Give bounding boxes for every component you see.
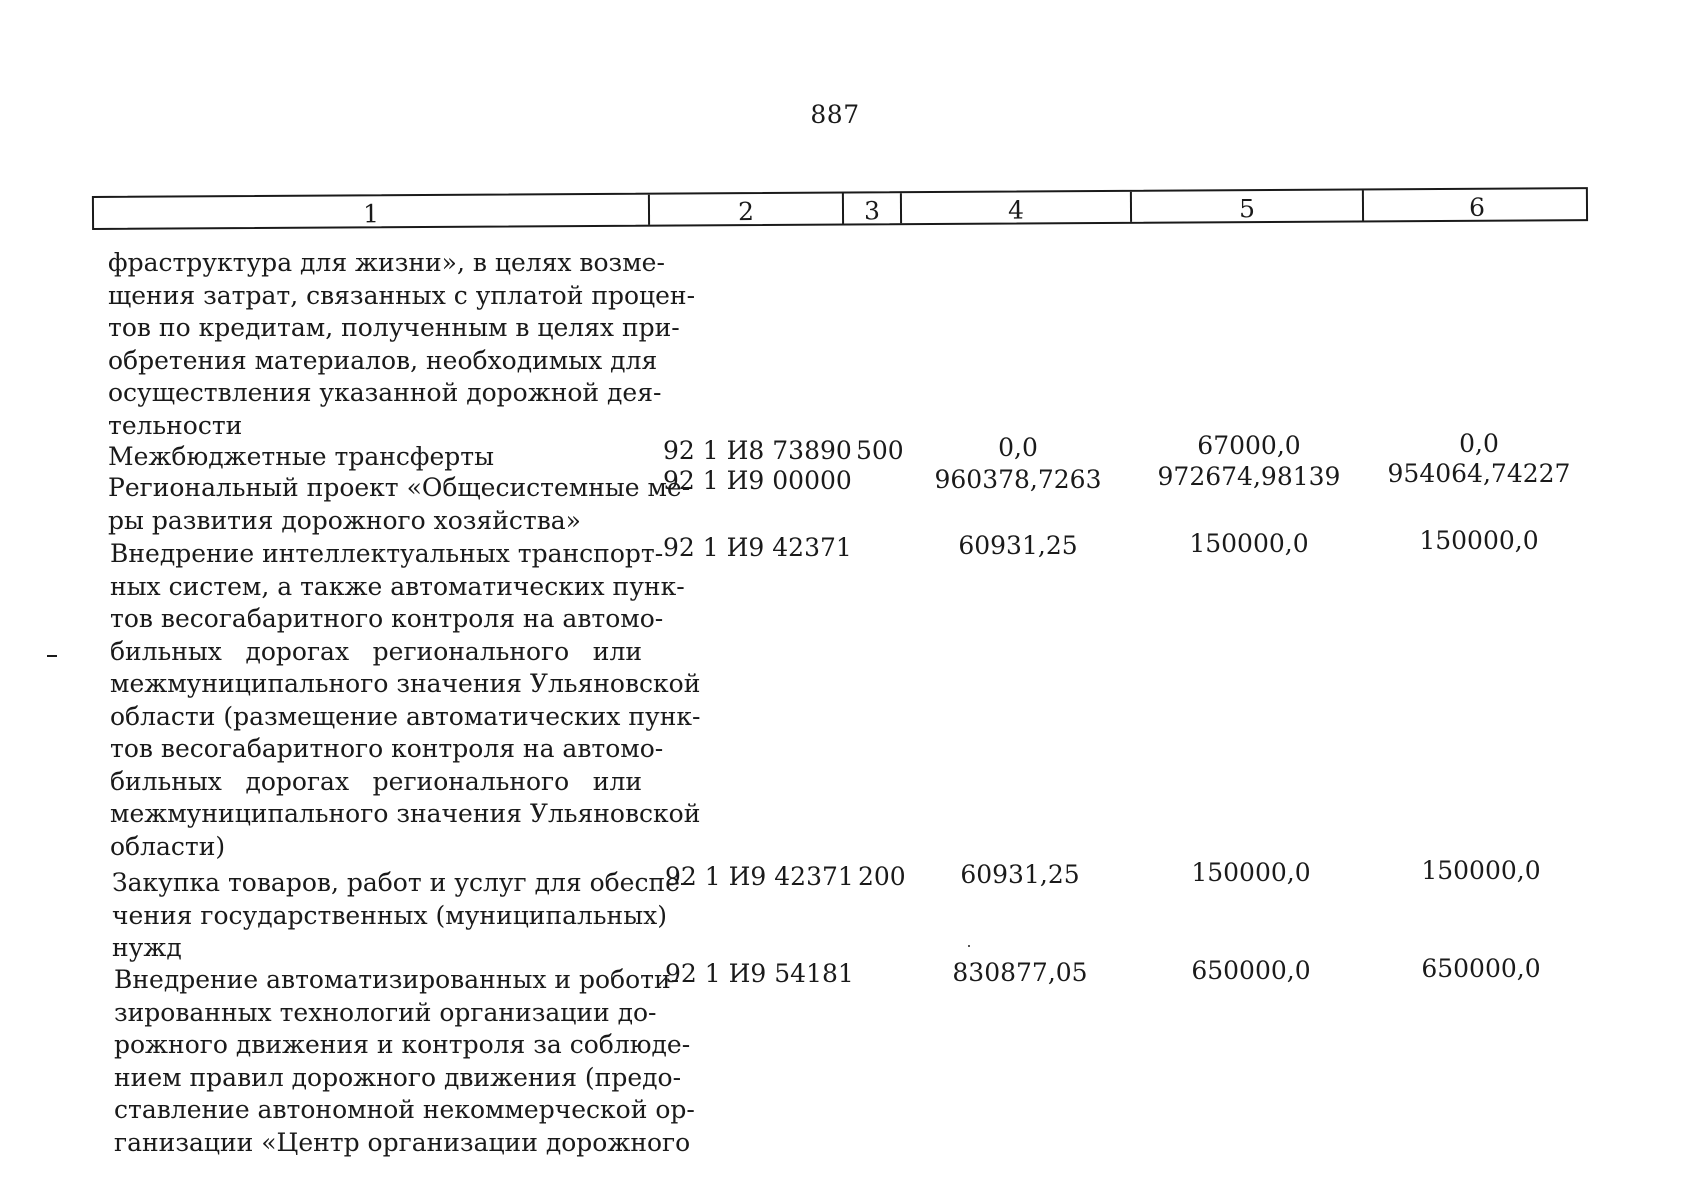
row-description bbox=[108, 472, 691, 537]
description-line: обретения материалов, необходимых для bbox=[108, 345, 658, 375]
row-code: 92 1 И9 00000 bbox=[663, 466, 852, 495]
row-value-col6: 650000,0 bbox=[1421, 954, 1541, 983]
description-line: фраструктура для жизни», в целях возме- bbox=[108, 248, 665, 277]
header-col-1: 1 bbox=[362, 198, 380, 228]
row-description bbox=[110, 538, 701, 863]
description-line: Региональный проект «Общесистемные ме- bbox=[108, 473, 691, 502]
row-value-col5: 150000,0 bbox=[1189, 529, 1309, 558]
description-line: осуществления указанной дорожной дея- bbox=[108, 378, 662, 407]
table-header bbox=[92, 187, 1588, 230]
description-line: Закупка товаров, работ и услуг для обеспе- bbox=[112, 868, 689, 897]
row-value-col6: 0,0 bbox=[1459, 429, 1499, 458]
row-value-col4: 960378,7263 bbox=[934, 465, 1102, 494]
row-value-col6: 150000,0 bbox=[1419, 526, 1539, 555]
description-line: зированных технологий организации до- bbox=[114, 997, 657, 1027]
description-line: Межбюджетные трансферты bbox=[108, 442, 495, 471]
header-col-2: 2 bbox=[648, 194, 842, 225]
description-line: тельности bbox=[108, 410, 243, 440]
row-value-col4: 830877,05 bbox=[952, 958, 1088, 987]
scan-speck bbox=[968, 945, 970, 947]
description-line: тов весогабаритного контроля на автомо- bbox=[110, 604, 664, 633]
description-line: щения затрат, связанных с уплатой процен- bbox=[108, 280, 696, 310]
row-description bbox=[108, 441, 640, 474]
description-line: межмуниципального значения Ульяновской bbox=[110, 669, 701, 698]
description-line: тов весогабаритного контроля на автомо- bbox=[110, 734, 664, 763]
row-value-col4: 0,0 bbox=[998, 433, 1038, 462]
header-col-5: 5 bbox=[1130, 190, 1362, 221]
description-line: ры развития дорожного хозяйства» bbox=[108, 505, 581, 535]
description-line: рожного движения и контроля за соблюде- bbox=[114, 1030, 691, 1059]
description-line: Внедрение интеллектуальных транспорт- bbox=[110, 539, 664, 568]
row-code: 92 1 И8 73890 bbox=[663, 436, 852, 465]
row-value-col6: 150000,0 bbox=[1421, 856, 1541, 885]
description-line: бильных дорогах регионального или bbox=[110, 766, 642, 796]
row-value-col4: 60931,25 bbox=[958, 531, 1078, 560]
row-expense-type: 500 bbox=[856, 436, 904, 465]
description-line: Внедрение автоматизированных и роботи- bbox=[114, 965, 680, 994]
row-value-col5: 150000,0 bbox=[1191, 858, 1311, 887]
page-number: 887 bbox=[810, 100, 860, 129]
description-line: нужд bbox=[112, 933, 182, 962]
description-line: межмуниципального значения Ульяновской bbox=[110, 799, 701, 828]
margin-mark bbox=[47, 655, 57, 657]
description-line: чения государственных (муниципальных) bbox=[112, 900, 667, 930]
row-description bbox=[114, 964, 695, 1159]
row-description bbox=[108, 247, 696, 442]
row-value-col4: 60931,25 bbox=[960, 860, 1080, 889]
description-line: ставление автономной некоммерческой ор- bbox=[114, 1095, 695, 1124]
row-description bbox=[112, 867, 689, 965]
description-line: ных систем, а также автоматических пунк- bbox=[110, 571, 685, 601]
header-col-4: 4 bbox=[900, 192, 1130, 223]
row-value-col5: 972674,98139 bbox=[1157, 462, 1341, 491]
row-code: 92 1 И9 54181 bbox=[665, 959, 854, 988]
description-line: бильных дорогах регионального или bbox=[110, 636, 642, 666]
description-line: области (размещение автоматических пунк- bbox=[110, 701, 701, 731]
header-col-3: 3 bbox=[842, 193, 900, 223]
row-code: 92 1 И9 42371 bbox=[665, 862, 854, 891]
description-line: области) bbox=[110, 831, 226, 861]
header-col-6: 6 bbox=[1362, 189, 1590, 220]
row-value-col6: 954064,74227 bbox=[1387, 459, 1571, 488]
description-line: ганизации «Центр организации дорожного bbox=[114, 1127, 691, 1157]
description-line: нием правил дорожного движения (предо- bbox=[114, 1062, 682, 1092]
description-line: тов по кредитам, полученным в целях при- bbox=[108, 313, 680, 342]
row-value-col5: 650000,0 bbox=[1191, 956, 1311, 985]
row-code: 92 1 И9 42371 bbox=[663, 533, 852, 562]
row-expense-type: 200 bbox=[858, 862, 906, 891]
row-value-col5: 67000,0 bbox=[1197, 431, 1301, 460]
